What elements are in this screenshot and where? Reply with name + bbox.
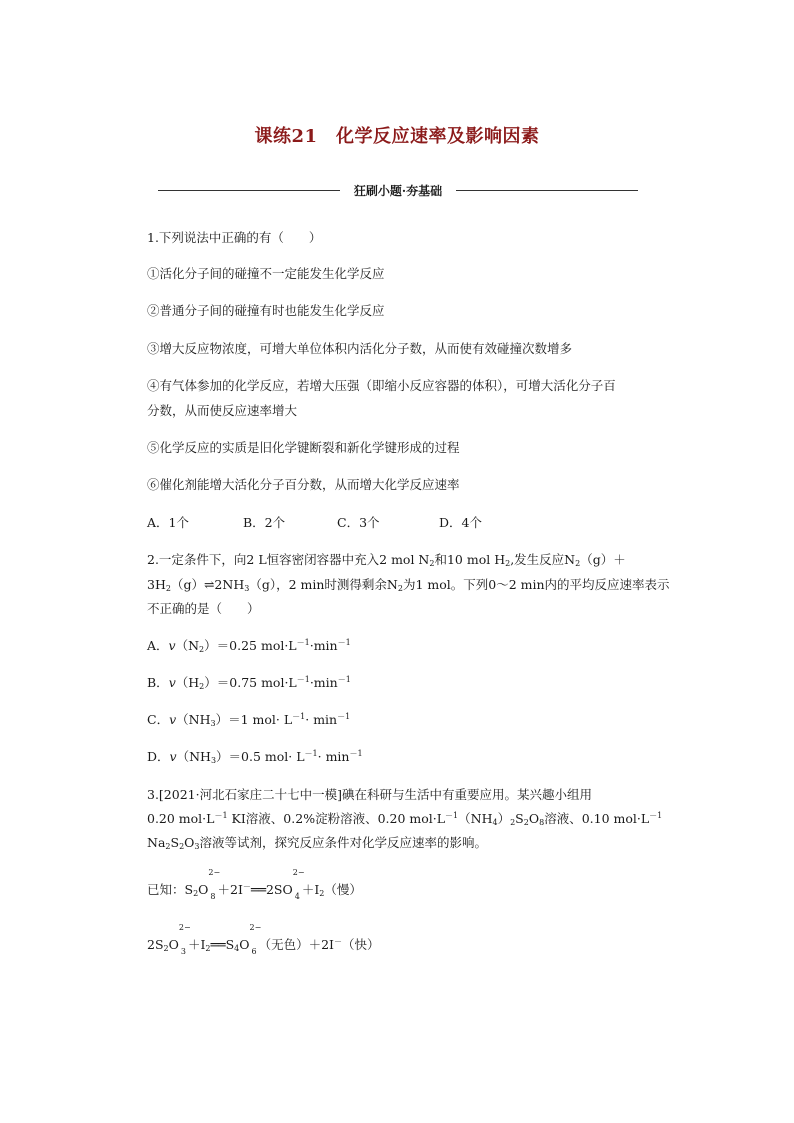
section-label: 狂刷小题·夯基础	[353, 183, 443, 198]
q3-known-equation-2: $2S_2O$ 2− $_3 +I_2══S_4O$ 2− $_6$ （无色）＋2I－（快）	[147, 923, 380, 956]
q3-stem-line1: 3.[2021·河北石家庄二十七中一模]碘在科研与生活中有重要应用。某兴趣小组用	[147, 787, 592, 802]
q1-statement-5: ⑤化学反应的实质是旧化学键断裂和新化学键形成的过程	[147, 440, 460, 455]
divider-rule-right	[456, 190, 638, 191]
q1-statement-4-line1: ④有气体参加的化学反应，若增大压强（即缩小反应容器的体积），可增大活化分子百	[147, 378, 616, 393]
q2-option-a: A．$v(N_2)=0.25$ $mol\cdot L^{-1}\cdot\min^{-1}$	[147, 638, 351, 654]
q1-option-b: B．2个	[243, 515, 286, 530]
q2-option-c: C．$v(NH_3)=1$ $mol\cdot L^{-1}\cdot \min^{-1}$	[147, 712, 351, 728]
q3-stem-line2: 0.20 $mol\cdot L^{-1}$ KI溶液、0.2%淀粉溶液、0.20 $mol\cdot L^{-1}(NH_4)_2S_2O_8$溶液、0.10 $mol\cdot L^{-1}$	[147, 811, 663, 827]
q2-option-b: B．$v(H_2)=0.75$ $mol\cdot L^{-1}\cdot\min^{-1}$	[147, 675, 351, 691]
q2-option-d: D．$v(NH_3)=0.5$ $mol\cdot L^{-1}\cdot \min^{-1}$	[147, 749, 363, 765]
divider-rule-left	[158, 190, 340, 191]
q1-option-d: D．4个	[439, 515, 482, 530]
q1-statement-6: ⑥催化剂能增大活化分子百分数，从而增大化学反应速率	[147, 477, 460, 492]
q1-option-c: C．3个	[337, 515, 380, 530]
q1-statement-3: ③增大反应物浓度，可增大单位体积内活化分子数，从而使有效碰撞次数增多	[147, 341, 573, 356]
q2-stem-line3: 不正确的是（ ）	[147, 601, 260, 616]
q3-known-equation-1: 已知：$S_2O$ 2− $_8$ ＋2I－══2SO 2− $_4 +I_2$（慢）	[147, 868, 362, 901]
q1-statement-2: ②普通分子间的碰撞有时也能发生化学反应	[147, 303, 385, 318]
q1-stem: 1.下列说法中正确的有（ ）	[147, 230, 322, 245]
q1-options	[147, 513, 482, 531]
q2-stem-line2: $3H_2(g)\rightleftharpoons 2NH_3(g)$，2 min时测得剩余$N_2$为1 mol。下列0～2 min内的平均反应速率表示	[147, 577, 670, 593]
q1-statement-1: ①活化分子间的碰撞不一定能发生化学反应	[147, 266, 385, 281]
section-divider	[158, 180, 638, 200]
q1-option-a: A．1个	[147, 515, 189, 530]
q3-stem-line3: $Na_2S_2O_3$溶液等试剂，探究反应条件对化学反应速率的影响。	[147, 835, 488, 851]
q1-statement-4-line2: 分数，从而使反应速率增大	[147, 403, 298, 418]
page-title: 课练21 化学反应速率及影响因素	[254, 126, 540, 147]
q2-stem-line1: 2.一定条件下，向2 L恒容密闭容器中充入2 mol $N_2$和10 mol $H_2$,发生反应$N_2(g)+$	[147, 552, 626, 568]
